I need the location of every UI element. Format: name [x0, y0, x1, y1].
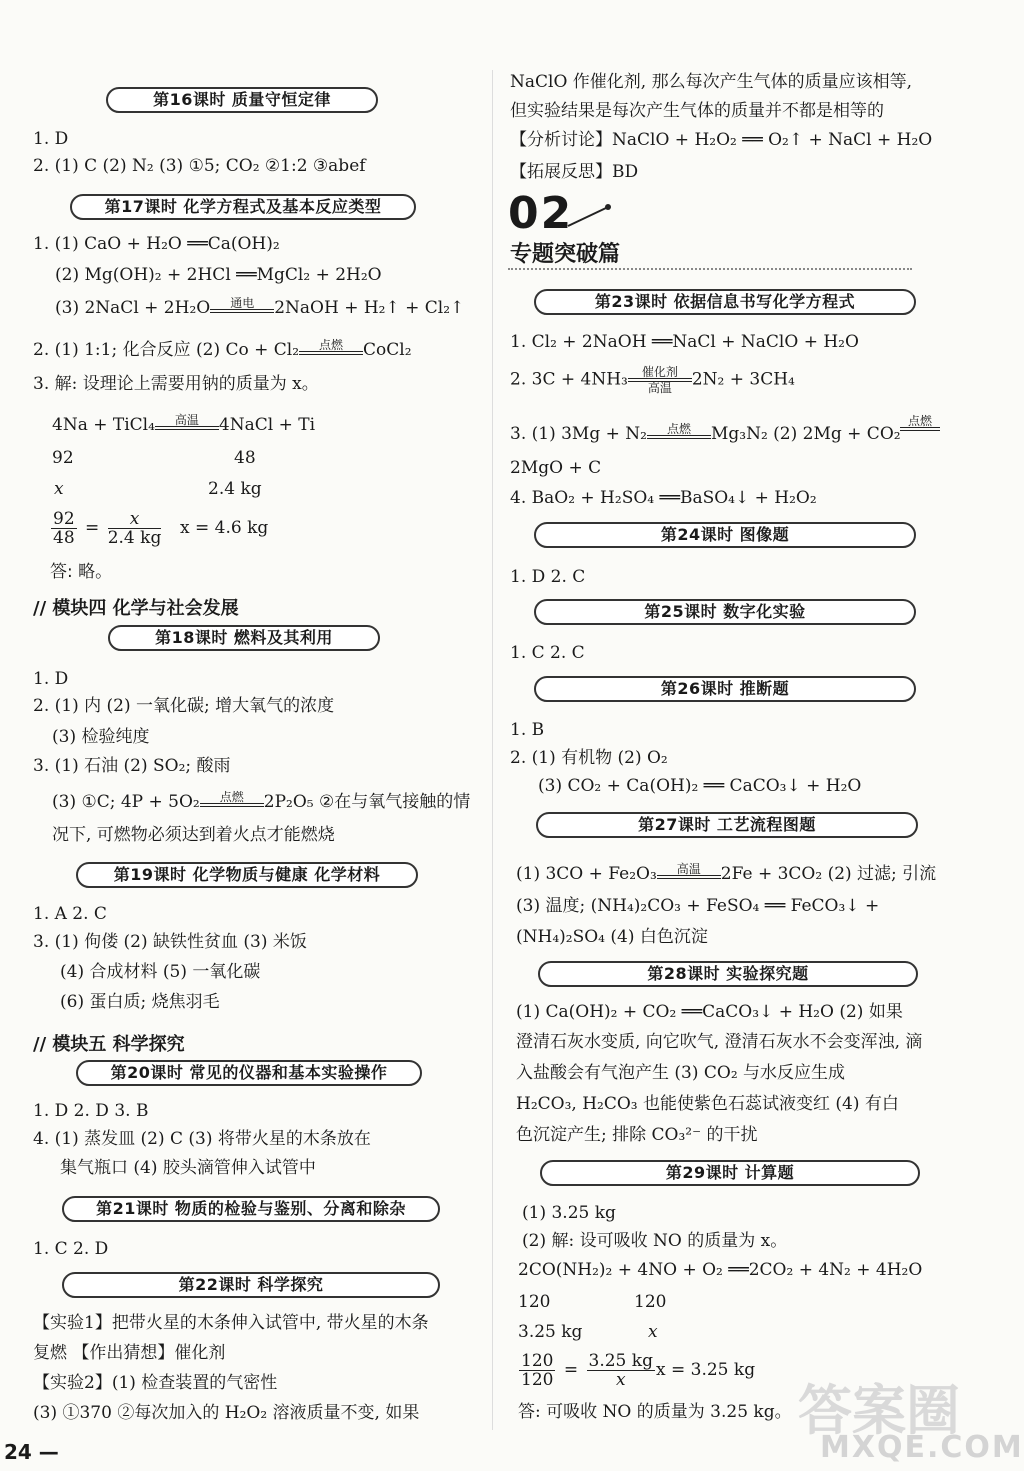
- answer-23-4: 2MgO + C: [510, 458, 602, 478]
- answer-26-3: (3) CO₂ + Ca(OH)₂ ══ CaCO₃↓ + H₂O: [538, 776, 862, 796]
- answer-29-3: 2CO(NH₂)₂ + 4NO + O₂ ══2CO₂ + 4N₂ + 4H₂O: [518, 1260, 923, 1280]
- calc-mass-ti: 48: [234, 448, 256, 468]
- answer-20-1: 1. D 2. D 3. B: [33, 1101, 149, 1121]
- reaction-arrow: [628, 366, 692, 394]
- lesson-29-header: [540, 1160, 920, 1186]
- answer-23-3-lhs: 3. (1) 3Mg + N₂: [510, 424, 647, 444]
- answer-18-5-rhs: 2P₂O₅ ②在与氧气接触的情: [263, 792, 471, 812]
- answer-22-3: 【实验2】(1) 检查装置的气密性: [33, 1373, 278, 1393]
- answer-28-4: H₂CO₃, H₂CO₃ 也能使紫色石蕊试液变红 (4) 有白: [516, 1094, 899, 1114]
- answer-23-3: [510, 422, 901, 446]
- calc-result-2: x = 3.25 kg: [656, 1360, 756, 1380]
- answer-19-1: 1. A 2. C: [33, 904, 107, 924]
- calc-mass-no: 120: [634, 1292, 667, 1312]
- answer-26-2: 2. (1) 有机物 (2) O₂: [510, 748, 668, 768]
- calc-rhs: 4NaCl + Ti: [218, 415, 316, 435]
- lesson-19-header: [76, 862, 418, 888]
- answer-27-2: (3) 温度; (NH₄)₂CO₃ + FeSO₄ ══ FeCO₃↓ +: [516, 896, 880, 916]
- answer-23-2-lhs: 2. 3C + 4NH₃: [510, 369, 628, 390]
- cont-extension: 【拓展反思】BD: [510, 162, 639, 182]
- answer-18-2: 2. (1) 内 (2) 一氧化碳; 增大氧气的浓度: [33, 696, 335, 716]
- answer-27-3: (NH₄)₂SO₄ (4) 白色沉淀: [516, 927, 708, 947]
- lesson-28-header: [538, 961, 918, 987]
- answer-19-2: 3. (1) 佝偻 (2) 缺铁性贫血 (3) 米饭: [33, 932, 307, 952]
- calc-known: 2.4 kg: [208, 479, 262, 499]
- fraction: $\frac{x}{2.4 kg}$: [107, 509, 162, 548]
- page-number: 24 —: [4, 1440, 59, 1464]
- reaction-condition: 点燃: [907, 414, 932, 428]
- answer-statement-2: 答: 可吸收 NO 的质量为 3.25 kg。: [518, 1402, 792, 1422]
- answer-17-4-rhs: CoCl₂: [363, 340, 412, 360]
- answer-23-2: [510, 366, 795, 394]
- answer-29-2: (2) 解: 设可吸收 NO 的质量为 x。: [522, 1231, 788, 1251]
- calc-proportion-2: $\frac{120}{120}$ = $\frac{3.25 kg}{x}$: [521, 1351, 653, 1390]
- reaction-condition-under: 高温: [647, 381, 672, 395]
- cont-analysis: 【分析讨论】NaClO + H₂O₂ ══ O₂↑ + NaCl + H₂O: [510, 130, 933, 150]
- answer-statement: 答: 略。: [50, 562, 113, 582]
- reaction-condition: 点燃: [319, 338, 344, 352]
- answer-17-5: 3. 解: 设理论上需要用钠的质量为 x。: [33, 374, 319, 394]
- calc-result: x = 4.6 kg: [180, 518, 269, 538]
- fraction: $\frac{3.25 kg}{x}$: [588, 1351, 653, 1390]
- module-5-heading: // 模块五 科学探究: [33, 1034, 185, 1055]
- lesson-28-title: 第28课时 实验探究题: [647, 964, 809, 983]
- lesson-18-header: [108, 625, 380, 651]
- lesson-22-title: 第22课时 科学探究: [178, 1275, 324, 1294]
- calc-equation: [52, 413, 315, 437]
- lesson-29-title: 第29课时 计算题: [665, 1163, 795, 1182]
- answer-25-1: 1. C 2. C: [510, 643, 585, 663]
- answer-18-1: 1. D: [33, 669, 69, 689]
- answer-21-1: 1. C 2. D: [33, 1239, 109, 1259]
- lesson-25-title: 第25课时 数字化实验: [644, 602, 806, 621]
- calc-lhs: 4Na + TiCl₄: [52, 415, 155, 435]
- lesson-16-title: 第16课时 质量守恒定律: [153, 90, 331, 109]
- watermark-logo: 答案圈: [798, 1379, 960, 1442]
- fraction: $\frac{120}{120}$: [521, 1351, 554, 1390]
- answer-28-5: 色沉淀产生; 排除 CO₃²⁻ 的干扰: [516, 1125, 758, 1145]
- calc-mass-na: 92: [52, 448, 74, 468]
- lesson-17-header: [70, 194, 416, 220]
- answer-17-3-rhs: 2NaOH + H₂↑ + Cl₂↑: [274, 298, 465, 318]
- reaction-arrow: [657, 863, 721, 886]
- answer-26-1: 1. B: [510, 720, 545, 740]
- lesson-21-header: [62, 1196, 440, 1222]
- answer-28-2: 澄清石灰水变质, 向它吹气, 澄清石灰水不会变浑浊, 滴: [516, 1032, 923, 1052]
- answer-27-1: [516, 862, 936, 886]
- answer-29-1: (1) 3.25 kg: [522, 1203, 616, 1223]
- section-divider: [508, 268, 912, 270]
- reaction-condition: 高温: [676, 862, 701, 876]
- answer-17-1: 1. (1) CaO + H₂O ══Ca(OH)₂: [33, 234, 280, 254]
- section-number: 02: [508, 188, 574, 239]
- answer-28-3: 入盐酸会有气泡产生 (3) CO₂ 与水反应生成: [516, 1063, 846, 1083]
- answer-23-5: 4. BaO₂ + H₂SO₄ ══BaSO₄↓ + H₂O₂: [510, 488, 817, 508]
- lesson-27-header: [536, 812, 918, 838]
- answer-18-4: 3. (1) 石油 (2) SO₂; 酸雨: [33, 756, 231, 776]
- lesson-16-header: [106, 87, 378, 113]
- lesson-23-title: 第23课时 依据信息书写化学方程式: [594, 292, 856, 311]
- answer-27-1-lhs: (1) 3CO + Fe₂O₃: [516, 864, 657, 884]
- answer-27-1-rhs: 2Fe + 3CO₂ (2) 过滤; 引流: [720, 864, 937, 884]
- lesson-18-title: 第18课时 燃料及其利用: [155, 628, 333, 647]
- reaction-condition: 催化剂: [641, 365, 678, 379]
- reaction-arrow: [210, 297, 274, 320]
- cont-line-2: 但实验结果是每次产生气体的质量并不都是相等的: [510, 101, 884, 121]
- reaction-arrow: [155, 414, 219, 437]
- answer-20-3: 集气瓶口 (4) 胶头滴管伸入试管中: [60, 1158, 316, 1178]
- calc-unknown-2: x: [648, 1322, 658, 1342]
- answer-18-6: 况下, 可燃物必须达到着火点才能燃烧: [52, 825, 335, 845]
- reaction-arrow: [647, 423, 711, 446]
- answer-18-5-lhs: (3) ①C; 4P + 5O₂: [52, 792, 200, 812]
- reaction-arrow: [900, 415, 940, 438]
- cont-line-1: NaClO 作催化剂, 那么每次产生气体的质量应该相等,: [510, 72, 913, 92]
- answer-23-2-rhs: 2N₂ + 3CH₄: [691, 369, 795, 390]
- answer-17-4-lhs: 2. (1) 1:1; 化合反应 (2) Co + Cl₂: [33, 340, 300, 360]
- reaction-condition: 点燃: [219, 790, 244, 804]
- answer-23-1: 1. Cl₂ + 2NaOH ══NaCl + NaClO + H₂O: [510, 332, 859, 352]
- answer-17-4: [33, 338, 412, 362]
- answer-16-1: 1. D: [33, 129, 69, 149]
- lesson-24-title: 第24课时 图像题: [660, 525, 790, 544]
- column-divider: [492, 70, 493, 1430]
- lesson-24-header: [534, 522, 916, 548]
- section-title: 专题突破篇: [510, 242, 621, 267]
- answer-19-3: (4) 合成材料 (5) 一氧化碳: [60, 962, 261, 982]
- answer-17-3: [55, 296, 464, 320]
- answer-17-2: (2) Mg(OH)₂ + 2HCl ══MgCl₂ + 2H₂O: [55, 265, 382, 285]
- calc-proportion: $\frac{92}{48}$ = $\frac{x}{2.4 kg}$: [53, 509, 162, 548]
- watermark-url: MXQE.COM: [820, 1430, 1024, 1465]
- reaction-arrow: [299, 339, 363, 362]
- lesson-17-title: 第17课时 化学方程式及基本反应类型: [104, 197, 382, 216]
- calc-mass-urea: 120: [518, 1292, 551, 1312]
- lesson-20-title: 第20课时 常见的仪器和基本实验操作: [110, 1063, 388, 1082]
- answer-22-2: 复燃 【作出猜想】催化剂: [33, 1343, 226, 1363]
- reaction-arrow-wrap: [900, 414, 940, 438]
- lesson-26-header: [534, 676, 916, 702]
- lesson-21-title: 第21课时 物质的检验与鉴别、分离和除杂: [96, 1199, 406, 1218]
- answer-16-2: 2. (1) C (2) N₂ (3) ①5; CO₂ ②1:2 ③abef: [33, 156, 366, 176]
- answer-22-4: (3) ①370 ②每次加入的 H₂O₂ 溶液质量不变, 如果: [33, 1403, 420, 1423]
- module-4-heading: // 模块四 化学与社会发展: [33, 598, 239, 619]
- answer-18-5: [52, 790, 470, 814]
- lesson-25-header: [534, 599, 916, 625]
- answer-22-1: 【实验1】把带火星的木条伸入试管中, 带火星的木条: [33, 1313, 429, 1333]
- reaction-condition: 点燃: [666, 422, 691, 436]
- reaction-condition: 通电: [230, 296, 255, 310]
- lesson-22-header: [62, 1272, 440, 1298]
- calc-known-2: 3.25 kg: [518, 1322, 583, 1342]
- lesson-23-header: [534, 289, 916, 315]
- fraction: $\frac{92}{48}$: [53, 509, 75, 548]
- answer-20-2: 4. (1) 蒸发皿 (2) C (3) 将带火星的木条放在: [33, 1129, 371, 1149]
- reaction-condition: 高温: [174, 413, 199, 427]
- lesson-19-title: 第19课时 化学物质与健康 化学材料: [113, 865, 381, 884]
- reaction-arrow: [200, 791, 264, 814]
- lesson-20-header: [76, 1060, 422, 1086]
- calc-unknown: x: [54, 479, 64, 499]
- answer-17-3-lhs: (3) 2NaCl + 2H₂O: [55, 298, 211, 318]
- answer-24-1: 1. D 2. C: [510, 567, 586, 587]
- answer-23-3-rhs: Mg₃N₂ (2) 2Mg + CO₂: [710, 424, 901, 444]
- lesson-26-title: 第26课时 推断题: [660, 679, 790, 698]
- answer-28-1: (1) Ca(OH)₂ + CO₂ ══CaCO₃↓ + H₂O (2) 如果: [516, 1002, 903, 1022]
- lesson-27-title: 第27课时 工艺流程图题: [638, 815, 816, 834]
- section-pen-icon: [566, 200, 616, 230]
- answer-18-3: (3) 检验纯度: [52, 727, 150, 747]
- answer-19-4: (6) 蛋白质; 烧焦羽毛: [60, 992, 220, 1012]
